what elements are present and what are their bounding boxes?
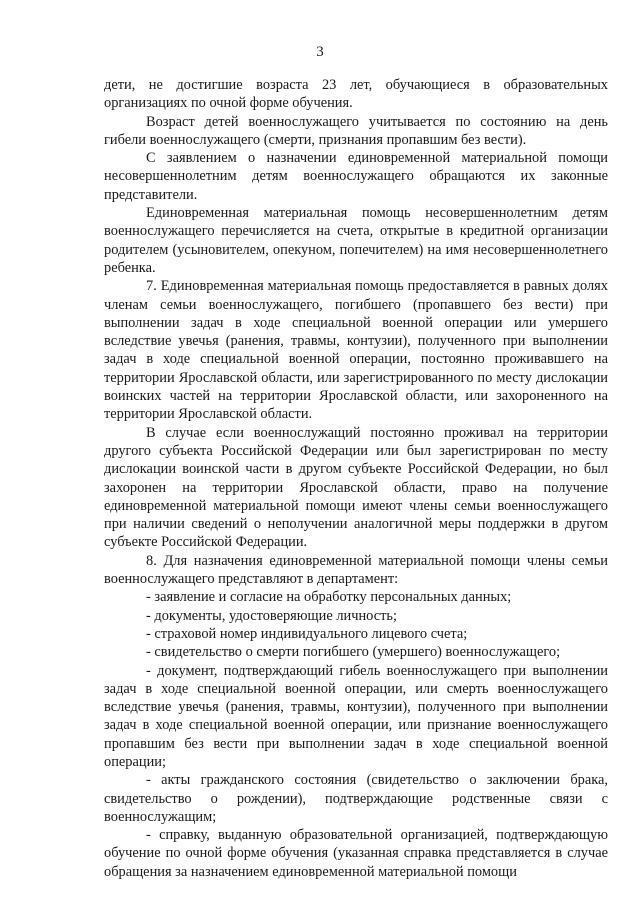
paragraph: дети, не достигшие возраста 23 лет, обучающиеся в образовательных организациях по очной форме обучения. (104, 77, 608, 112)
page-number: 3 (316, 44, 324, 60)
paragraph: - документы, удостоверяющие личность; (146, 607, 397, 624)
paragraph: С заявлением о назначении единовременной материальной помощи несовершеннолетним детям военнослужащего обращаются их законные представители. (104, 150, 608, 203)
paragraph: - документ, подтверждающий гибель военнослужащего при выполнении задач в ходе специальной военной операции, или смерть военнослужащего вследствие увечья (ранения, травмы, контузии), полученного при выполнении задач в ходе специальной военной операции, или признание военнослужащего пропавшим без вести при выполнении задач в ходе специальной военной операции; (104, 662, 608, 770)
paragraph: Возраст детей военнослужащего учитывается по состоянию на день гибели военнослужащего (смерти, признания пропавшим без вести). (104, 113, 608, 148)
paragraph: Единовременная материальная помощь несовершеннолетним детям военнослужащего перечисляется на счета, открытые в кредитной организации родителем (усыновителем, опекуном, попечителем) на имя несовершеннолетнего ребенка. (104, 205, 608, 276)
paragraph: В случае если военнослужащий постоянно проживал на территории другого субъекта Российской Федерации или был зарегистрирован по месту дислокации воинской части в другом субъекте Российской Федерации, но был захоронен на территории Ярославской области, право на получение единовременной материальной помощи имеют члены семьи военнослужащего при наличии сведений о неполучении аналогичной меры поддержки в другом субъекте Российской Федерации. (104, 424, 608, 551)
paragraph: - свидетельство о смерти погибшего (умершего) военнослужащего; (146, 644, 561, 661)
paragraph: - акты гражданского состояния (свидетельство о заключении брака, свидетельство о рождении), подтверждающие родственные связи с военнослужащим; (104, 772, 608, 825)
paragraph: 7. Единовременная материальная помощь предоставляется в равных долях членам семьи военнослужащего, погибшего (пропавшего без вести) при выполнении задач в ходе специальной военной операции или умершего вследствие увечья (ранения, травмы, контузии), полученного при выполнении задач в ходе специальной военной операции, постоянно проживавшего на территории Ярославской области, или зарегистрированного по месту дислокации воинских частей на территории Ярославской области, или захороненного на территории Ярославской области. (104, 278, 608, 423)
document-body (104, 76, 608, 881)
paragraph: - справку, выданную образовательной организацией, подтверждающую обучение по очной форме обучения (указанная справка представляется в случае обращения за назначением единовременной материальной помощи (104, 827, 608, 880)
paragraph: - заявление и согласие на обработку персональных данных; (146, 589, 512, 606)
paragraph: - страховой номер индивидуального лицевого счета; (146, 625, 468, 642)
paragraph: 8. Для назначения единовременной материальной помощи члены семьи военнослужащего представляют в департамент: (104, 552, 608, 588)
